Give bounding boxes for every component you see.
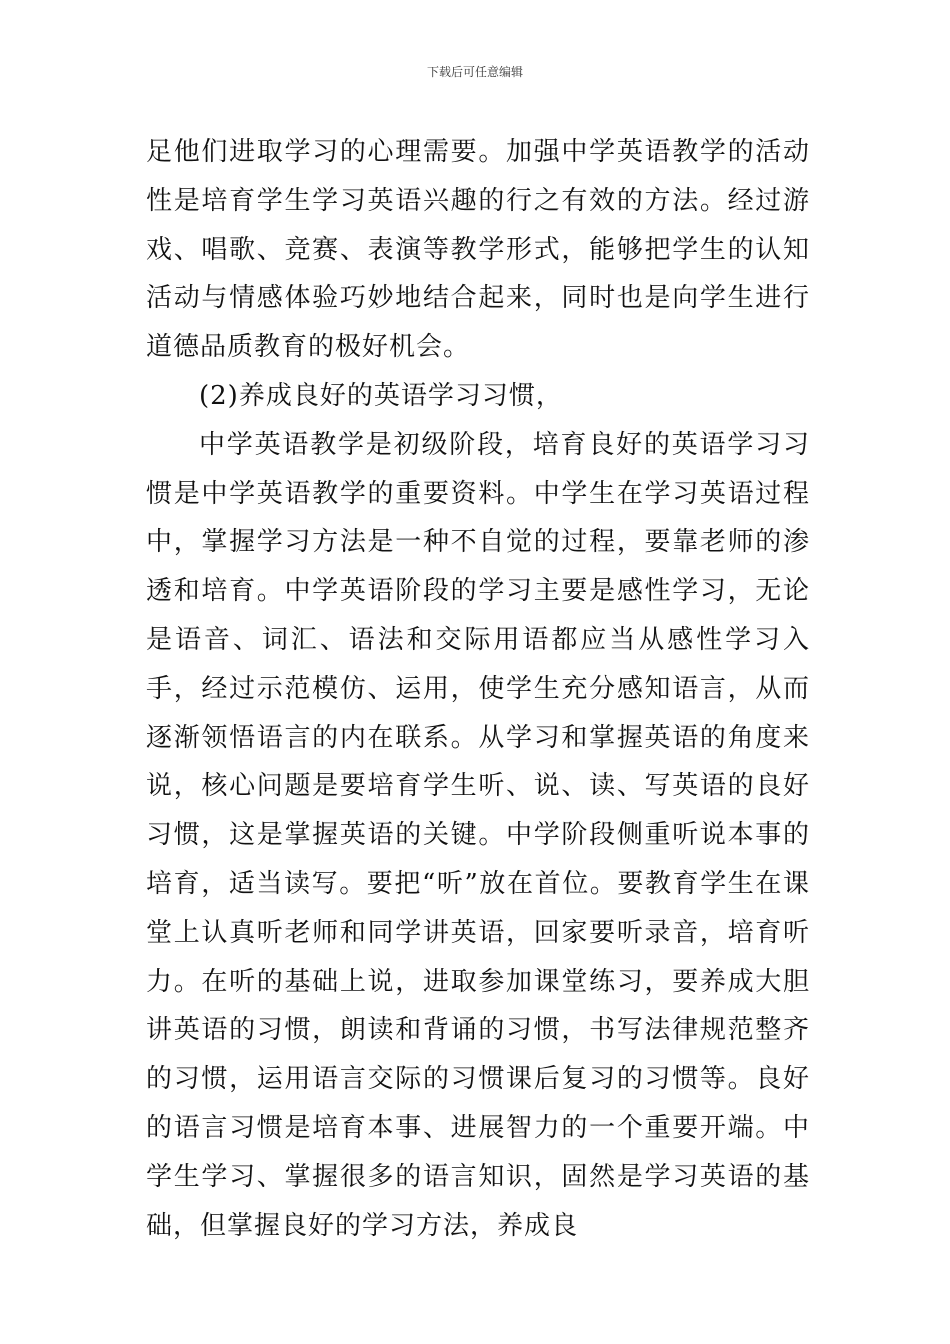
paragraph-body: 中学英语教学是初级阶段，培育良好的英语学习习惯是中学英语教学的重要资料。中学生在学习英语过程中，掌握学习方法是一种不自觉的过程，要靠老师的渗透和培育。中学英语阶段的学习主要是感性学习，无论是语音、词汇、语法和交际用语都应当从感性学习入手，经过示范模仿、运用，使学生充分感知语言，从而逐渐领悟语言的内在联系。从学习和掌握英语的角度来说，核心问题是要培育学生听、说、读、写英语的良好习惯，这是掌握英语的关键。中学阶段侧重听说本事的培育，适当读写。要把“听”放在首位。要教育学生在课堂上认真听老师和同学讲英语，回家要听录音，培育听力。在听的基础上说，进取参加课堂练习，要养成大胆讲英语的习惯，朗读和背诵的习惯，书写法律规范整齐的习惯，运用语言交际的习惯课后复习的习惯等。良好的语言习惯是培育本事、进展智力的一个重要开端。中学生学习、掌握很多的语言知识，固然是学习英语的基础，但掌握良好的学习方法，养成良	[146, 429, 810, 1241]
document-body	[146, 128, 810, 1250]
paragraph-continuation: 足他们进取学习的心理需要。加强中学英语教学的活动性是培育学生学习英语兴趣的行之有效的方法。经过游戏、唱歌、竞赛、表演等教学形式，能够把学生的认知活动与情感体验巧妙地结合起来，同时也是向学生进行道德品质教育的极好机会。	[146, 137, 810, 363]
page-header: 下载后可任意编辑	[426, 65, 523, 79]
section-heading: (2)养成良好的英语学习习惯，	[199, 380, 563, 411]
